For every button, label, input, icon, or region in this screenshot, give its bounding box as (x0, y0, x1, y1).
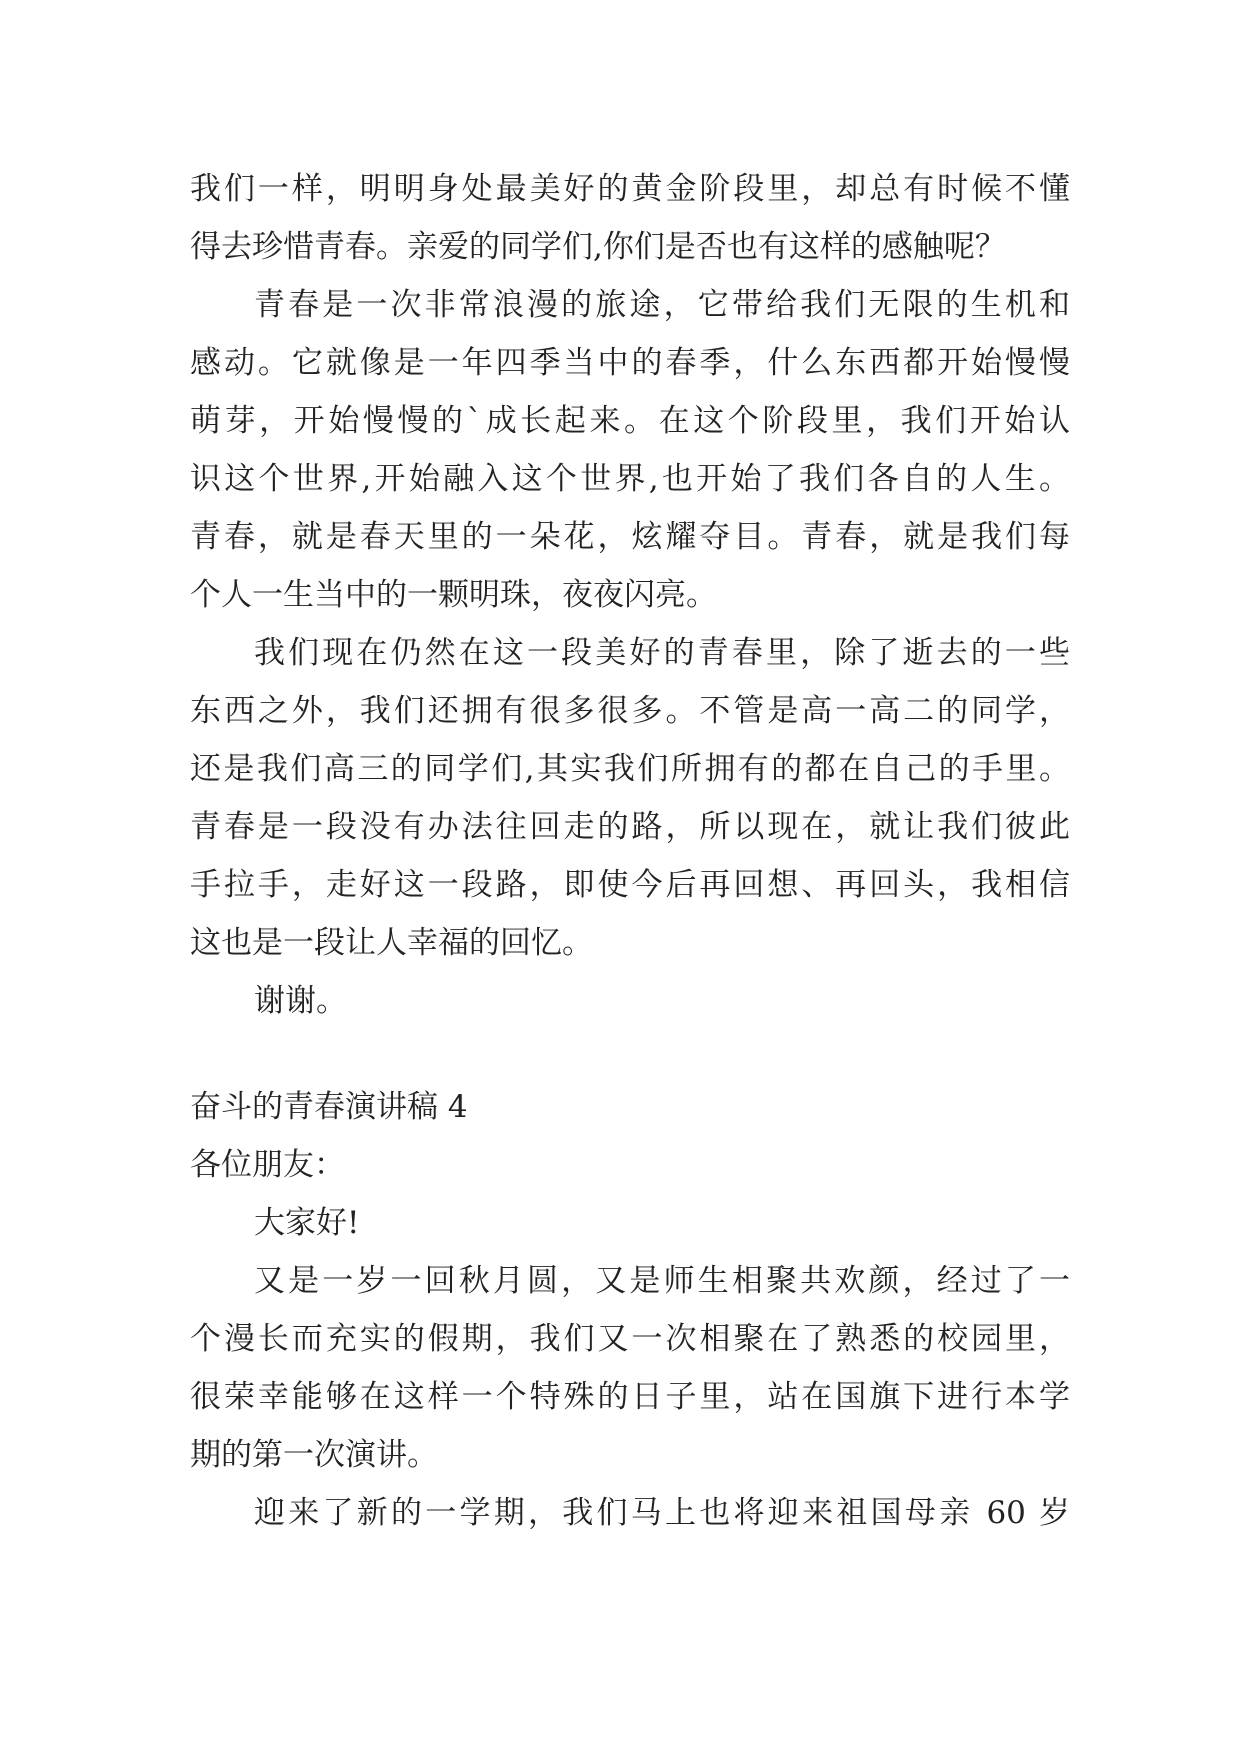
text-line: 我们现在仍然在这一段美好的青春里，除了逝去的一些 (254, 635, 1070, 671)
text-line: 很荣幸能够在这样一个特殊的日子里，站在国旗下进行本学 (190, 1379, 1070, 1415)
text-line: 个漫长而充实的假期，我们又一次相聚在了熟悉的校园里， (190, 1321, 1070, 1357)
text-line: 识这个世界,开始融入这个世界,也开始了我们各自的人生。 (190, 461, 1070, 497)
text-line: 手拉手，走好这一段路，即使今后再回想、再回头，我相信 (190, 867, 1070, 903)
text-line: 得去珍惜青春。亲爱的同学们,你们是否也有这样的感触呢？ (190, 229, 1006, 265)
section-heading: 奋斗的青春演讲稿 4 (190, 1089, 468, 1125)
text-line: 我们一样，明明身处最美好的黄金阶段里，却总有时候不懂 (190, 171, 1070, 207)
text-line: 还是我们高三的同学们,其实我们所拥有的都在自己的手里。 (190, 751, 1070, 787)
salutation: 各位朋友： (190, 1147, 345, 1183)
document-body (190, 160, 1070, 1542)
text-line: 迎来了新的一学期，我们马上也将迎来祖国母亲 60 岁 (254, 1495, 1070, 1531)
text-line: 感动。它就像是一年四季当中的春季，什么东西都开始慢慢 (190, 345, 1070, 381)
text-line: 又是一岁一回秋月圆，又是师生相聚共欢颜，经过了一 (254, 1263, 1070, 1299)
text-line: 萌芽，开始慢慢的`成长起来。在这个阶段里，我们开始认 (190, 403, 1070, 439)
greeting: 大家好! (254, 1205, 360, 1241)
text-line: 个人一生当中的一颗明珠，夜夜闪亮。 (190, 577, 717, 613)
text-line: 青春是一段没有办法往回走的路，所以现在，就让我们彼此 (190, 809, 1070, 845)
text-line: 东西之外，我们还拥有很多很多。不管是高一高二的同学， (190, 693, 1070, 729)
text-line: 期的第一次演讲。 (190, 1437, 438, 1473)
text-line: 青春，就是春天里的一朵花，炫耀夺目。青春，就是我们每 (190, 519, 1070, 555)
text-line: 青春是一次非常浪漫的旅途，它带给我们无限的生机和 (254, 287, 1070, 323)
text-line: 这也是一段让人幸福的回忆。 (190, 925, 593, 961)
section-gap (190, 1030, 1070, 1078)
text-line: 谢谢。 (254, 983, 347, 1019)
